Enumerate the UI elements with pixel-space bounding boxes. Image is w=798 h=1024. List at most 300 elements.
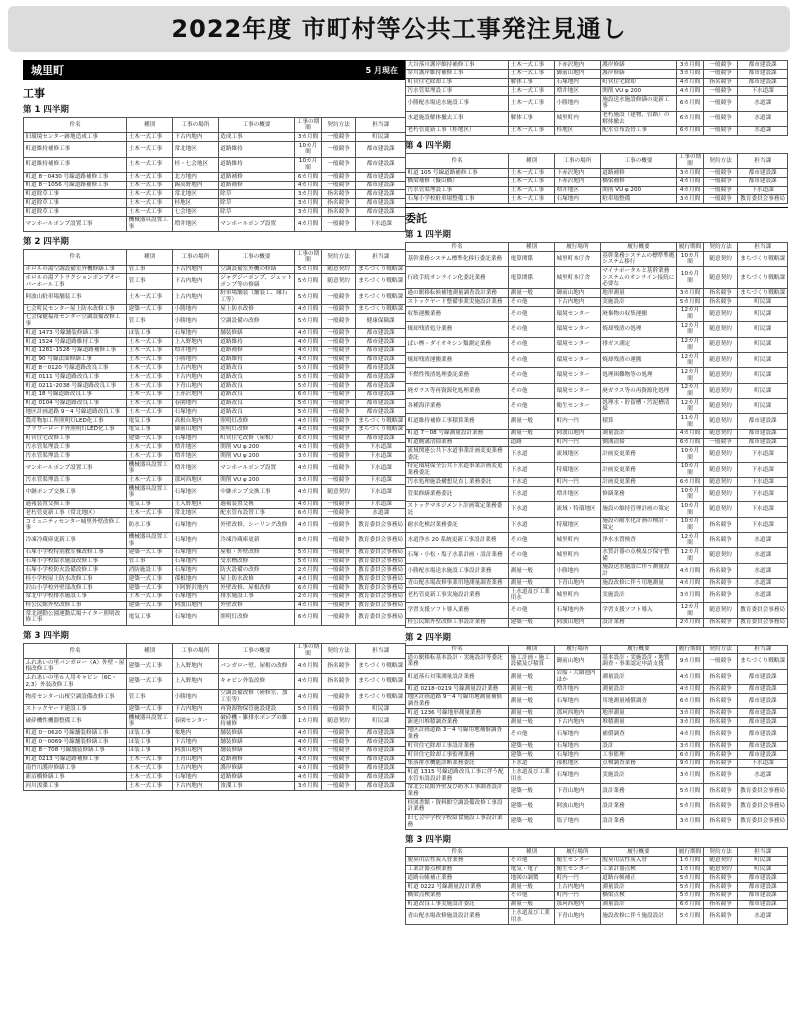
cell-type: その他 bbox=[509, 383, 555, 398]
cell-method: 一般競争 bbox=[321, 689, 355, 704]
cell-period: 3カ月間 bbox=[677, 169, 704, 178]
cell-summary: 設計業務 bbox=[600, 618, 676, 627]
cell-name: 水道施設解体撤去工事 bbox=[406, 111, 509, 126]
cell-summary: 実施設計 bbox=[600, 298, 676, 307]
cell-location: 阿波山地内 bbox=[172, 746, 218, 755]
cell-period: 4カ月間 bbox=[677, 78, 704, 87]
cell-method: 指名競争 bbox=[703, 533, 737, 548]
table-row bbox=[406, 186, 788, 195]
cell-type: 消防施設工事 bbox=[127, 566, 173, 575]
cell-type: 土木一式工事 bbox=[127, 509, 173, 518]
cell-location: 春園地内 bbox=[172, 399, 218, 408]
column-header: 種別 bbox=[509, 243, 555, 252]
cell-name: 町道 8－0430 号線道路補修工事 bbox=[24, 172, 127, 181]
cell-department: 下水道課 bbox=[738, 478, 788, 487]
cell-method: 一般競争 bbox=[321, 338, 355, 347]
cell-location: 環境センター bbox=[554, 368, 600, 383]
cell-department: 水道課 bbox=[738, 111, 788, 126]
table-row bbox=[24, 338, 406, 347]
table-row bbox=[406, 368, 788, 383]
table-row bbox=[24, 417, 406, 426]
cell-summary: 施設改修に伴う施設設計 bbox=[600, 909, 676, 924]
cell-name: 集落排水機能診断業務委託 bbox=[406, 759, 509, 768]
cell-type: 土木一式工事 bbox=[127, 142, 173, 157]
cell-location: 下古内地内 bbox=[554, 717, 600, 726]
cell-name: 石塚小学校給水施設改修工事 bbox=[24, 557, 127, 566]
cell-name: 町道 0104 号線道路改良工事 bbox=[24, 399, 127, 408]
cell-period: 4カ月間 bbox=[295, 181, 322, 190]
cell-location: 下青山地内 bbox=[554, 579, 600, 588]
table-row bbox=[24, 746, 406, 755]
column-header: 種別 bbox=[127, 118, 173, 133]
cell-department: 下水道課 bbox=[356, 485, 406, 500]
cell-summary: 排ガス測定 bbox=[600, 337, 676, 352]
cell-type: 下水道 bbox=[509, 517, 555, 532]
cell-type: その他 bbox=[509, 399, 555, 414]
cell-type: 建築一式工事 bbox=[127, 548, 173, 557]
cell-period: 2カ月間 bbox=[295, 592, 322, 601]
cell-type: ほ装工事 bbox=[127, 738, 173, 747]
cell-name: 道路台帳補正業務 bbox=[406, 874, 509, 883]
cell-name: 町道 7－08 号線測量設計業務 bbox=[406, 429, 509, 438]
cell-department: 都市建設課 bbox=[356, 390, 406, 399]
cell-name: 汚水管渠埋設工事 bbox=[24, 443, 127, 452]
cell-department: 都市建設課 bbox=[738, 726, 788, 741]
table-row bbox=[406, 502, 788, 517]
cell-location: 石塚地内 bbox=[554, 742, 600, 751]
cell-location: 那珂西地内 bbox=[554, 900, 600, 909]
cell-type: 土木一式工事 bbox=[127, 133, 173, 142]
cell-location: 石塚地内 bbox=[554, 750, 600, 759]
cell-method: 指名競争 bbox=[321, 199, 355, 208]
cell-department: 都市建設課 bbox=[738, 61, 788, 70]
cell-name: 大谷落川護岸維持補修工事 bbox=[406, 61, 509, 70]
cell-summary: 中継ポンプ交換工事 bbox=[218, 485, 294, 500]
cell-type: 機械器具設置工事 bbox=[127, 713, 173, 728]
table-row bbox=[24, 390, 406, 399]
cell-method: 随意契約 bbox=[703, 502, 737, 517]
cell-location: 上入野地内 bbox=[172, 659, 218, 674]
cell-department: まちづくり戦略課 bbox=[738, 289, 788, 298]
cell-summary: 施設送水施設に伴う測量設計 bbox=[600, 563, 676, 578]
table-row bbox=[24, 764, 406, 773]
cell-method: 一般競争 bbox=[703, 61, 737, 70]
cell-summary: マンホールポンプ設置 bbox=[218, 216, 294, 231]
cell-type: 土木一式工事 bbox=[127, 773, 173, 782]
cell-summary: 道路台帳補正 bbox=[600, 874, 676, 883]
cell-summary: 脱臭用活性炭入替 bbox=[600, 856, 676, 865]
table-row bbox=[406, 251, 788, 266]
cell-location: 特環地区 bbox=[554, 462, 600, 477]
table-row bbox=[406, 799, 788, 814]
cell-summary: 開削 VU φ 200 bbox=[218, 443, 294, 452]
cell-period: 5カ月間 bbox=[295, 313, 322, 328]
cell-summary: 基本設計・実施設計・地質調査・事業認定申請支援 bbox=[600, 654, 676, 669]
cell-location: 石塚地内外 bbox=[554, 603, 600, 618]
cell-type: 機械器具設置工事 bbox=[127, 533, 173, 548]
column-header: 担当課 bbox=[356, 250, 406, 265]
cell-department: 町民課 bbox=[738, 352, 788, 367]
cell-name: 河川浚渫工事 bbox=[24, 782, 127, 791]
cell-method: 指名競争 bbox=[703, 874, 737, 883]
cell-department: 下水道課 bbox=[738, 517, 788, 532]
cell-department: 都市建設課 bbox=[738, 717, 788, 726]
cell-method: 一般競争 bbox=[321, 557, 355, 566]
cell-period: 12カ月間 bbox=[677, 383, 704, 398]
cell-period: 5カ月間 bbox=[677, 874, 704, 883]
cell-method: 随意契約 bbox=[703, 322, 737, 337]
table-row bbox=[24, 408, 406, 417]
column-header: 担当課 bbox=[356, 643, 406, 658]
table-row bbox=[24, 142, 406, 157]
cell-type: 土木一式工事 bbox=[127, 390, 173, 399]
cell-summary: 道路補修 bbox=[218, 346, 294, 355]
cell-period: 10カ月間 bbox=[677, 462, 704, 477]
cell-name: 町道除草工事 bbox=[24, 199, 127, 208]
cell-period: 6カ月間 bbox=[677, 111, 704, 126]
cell-name: 老朽管更新工事（常北地区） bbox=[24, 509, 127, 518]
table-row bbox=[406, 768, 788, 783]
period-heading: 第 3 四半期 bbox=[405, 834, 451, 845]
cell-period: 6カ月間 bbox=[677, 126, 704, 135]
cell-department: 教育委員会事務局 bbox=[738, 783, 788, 798]
cell-summary: 焼却残渣の運搬 bbox=[600, 352, 676, 367]
cell-location: 下古内地内 bbox=[172, 265, 218, 274]
commission-table-q3 bbox=[405, 847, 788, 925]
cell-method: 一般競争 bbox=[321, 142, 355, 157]
cell-name: 過の駅移転候補地測量調査設計業務 bbox=[406, 289, 509, 298]
cell-period: 4カ月間 bbox=[295, 764, 322, 773]
cell-location: 那珂西地内 bbox=[554, 709, 600, 718]
table-row bbox=[406, 883, 788, 892]
cell-name: 旧環境センター跡地造成工事 bbox=[24, 133, 127, 142]
table-row bbox=[406, 579, 788, 588]
cell-method: 一般競争 bbox=[321, 172, 355, 181]
cell-type: その他 bbox=[509, 306, 555, 321]
table-row bbox=[24, 265, 406, 274]
cell-type: その他 bbox=[509, 368, 555, 383]
cell-name: 町道 1315 号線道路改良工事に伴う配水管布設設計業務 bbox=[406, 768, 509, 783]
cell-summary: 地形測量 bbox=[600, 289, 676, 298]
cell-name: 橋梁補修（擬山橋） bbox=[406, 177, 509, 186]
cell-department: 教育委員会事務局 bbox=[738, 618, 788, 627]
cell-name: 常北公民館外壁及び防水工事調査設計業務 bbox=[406, 783, 509, 798]
cell-summary: 処理困難物等の処理 bbox=[600, 368, 676, 383]
cell-location: 流域地区 bbox=[554, 447, 600, 462]
cell-summary: 駐車場舗装（舗装工、縁石工等） bbox=[218, 289, 294, 304]
cell-department: 水道課 bbox=[738, 768, 788, 783]
cell-type: 土木一式工事 bbox=[127, 346, 173, 355]
cell-period: 6カ月間 bbox=[295, 610, 322, 625]
cell-summary: 受水槽改修 bbox=[218, 557, 294, 566]
cell-department: 都市建設課 bbox=[356, 381, 406, 390]
cell-department: 町民課 bbox=[738, 856, 788, 865]
cell-type: 管工事 bbox=[127, 265, 173, 274]
column-header: 履行場所 bbox=[554, 243, 600, 252]
table-row bbox=[24, 190, 406, 199]
cell-department: 都市建設課 bbox=[356, 142, 406, 157]
cell-method: 随意契約 bbox=[703, 856, 737, 865]
cell-department: 町民課 bbox=[738, 337, 788, 352]
table-row bbox=[24, 755, 406, 764]
cell-period: 10カ月間 bbox=[677, 486, 704, 501]
cell-type: 管工事 bbox=[127, 313, 173, 328]
cell-method: 一般競争 bbox=[321, 373, 355, 382]
table-row bbox=[24, 674, 406, 689]
cell-period: 3カ月間 bbox=[677, 768, 704, 783]
cell-period: 4カ月間 bbox=[295, 659, 322, 674]
cell-name: ホロルの湯空調設備室外機修繕工事 bbox=[24, 265, 127, 274]
cell-summary: 駐車場整備 bbox=[600, 195, 676, 204]
cell-method: 指名競争 bbox=[703, 717, 737, 726]
period-heading: 第 1 四半期 bbox=[23, 105, 69, 115]
cell-location: 環境センター bbox=[554, 383, 600, 398]
cell-type: 解体工事 bbox=[509, 78, 555, 87]
cell-method: 一般競争 bbox=[703, 87, 737, 96]
cell-type: 土木一式工事 bbox=[127, 755, 173, 764]
cell-period: 5カ月間 bbox=[295, 265, 322, 274]
table-row bbox=[24, 452, 406, 461]
cell-summary: 測量設計 bbox=[600, 883, 676, 892]
cell-type: 機械器具設置工事 bbox=[127, 460, 173, 475]
cell-name: 常北中学校排水施設工事 bbox=[24, 592, 127, 601]
table-row bbox=[24, 208, 406, 217]
cell-department: 教育委員会事務局 bbox=[356, 601, 406, 610]
cell-summary: 開削 VU φ 200 bbox=[218, 452, 294, 461]
cell-name: 町営住宅除却工事監理業務 bbox=[406, 750, 509, 759]
cell-period: 4カ月間 bbox=[295, 773, 322, 782]
cell-department: 都市建設課 bbox=[356, 199, 406, 208]
cell-location: 下古内地内 bbox=[172, 782, 218, 791]
cell-period: 3カ月間 bbox=[677, 814, 704, 829]
cell-period: 4カ月間 bbox=[295, 417, 322, 426]
cell-summary: 橋梁補修 bbox=[600, 177, 676, 186]
cell-summary: 浚渫工事 bbox=[218, 782, 294, 791]
cell-summary: 測量設計 bbox=[600, 685, 676, 694]
cell-type: 土木一式工事 bbox=[127, 190, 173, 199]
cell-location: 町内一円 bbox=[554, 874, 600, 883]
column-header: 件名 bbox=[24, 643, 127, 658]
cell-type: ほ装工事 bbox=[127, 746, 173, 755]
cell-method: 随意契約 bbox=[703, 462, 737, 477]
cell-department: 都市建設課 bbox=[356, 355, 406, 364]
cell-name: 小勝配水場送水施設工事設計業務 bbox=[406, 563, 509, 578]
cell-location: 小勝地内 bbox=[554, 96, 600, 111]
cell-summary: 道路維持 bbox=[218, 338, 294, 347]
cell-summary: 開削 VU φ 200 bbox=[600, 186, 676, 195]
cell-department: まちづくり戦略課 bbox=[738, 267, 788, 289]
cell-name: 行政手続オンライン化委託業務 bbox=[406, 267, 509, 289]
table-row bbox=[24, 399, 406, 408]
cell-type: 下水道 bbox=[509, 462, 555, 477]
cell-name: 汚水処理施設構想見直し業務委託 bbox=[406, 478, 509, 487]
cell-summary: 外壁改修、シーリング改修 bbox=[218, 518, 294, 533]
cell-summary: 実施設計 bbox=[600, 768, 676, 783]
cell-department: 都市建設課 bbox=[738, 900, 788, 909]
table-row bbox=[406, 289, 788, 298]
cell-method: 一般競争 bbox=[321, 566, 355, 575]
cell-name: 南竹川護岸修繕工事 bbox=[24, 764, 127, 773]
cell-summary: 廃棄物の収集運搬 bbox=[600, 306, 676, 321]
cell-method: 指名競争 bbox=[703, 900, 737, 909]
cell-name: 脱臭用活性炭入替業務 bbox=[406, 856, 509, 865]
cell-department: 町民課 bbox=[738, 368, 788, 383]
cell-period: 6カ月間 bbox=[677, 438, 704, 447]
cell-type: 土木一式工事 bbox=[509, 177, 555, 186]
cell-type: 測量一般 bbox=[509, 693, 555, 708]
cell-period: 3カ月間 bbox=[677, 289, 704, 298]
cell-type: 下水道 bbox=[509, 759, 555, 768]
cell-summary: 修繕業務 bbox=[600, 486, 676, 501]
cell-period: 4カ月間 bbox=[295, 500, 322, 509]
cell-period: 5カ月間 bbox=[295, 274, 322, 289]
cell-type: 土木一式工事 bbox=[127, 355, 173, 364]
cell-period: 4カ月間 bbox=[677, 177, 704, 186]
cell-summary: 屋上防水改修 bbox=[218, 305, 294, 314]
cell-type: 電気・電子 bbox=[509, 865, 555, 874]
column-header: 件名 bbox=[406, 847, 509, 856]
cell-period: 11カ月間 bbox=[677, 414, 704, 429]
cell-period: 4カ月間 bbox=[295, 601, 322, 610]
cell-method: 指名競争 bbox=[703, 750, 737, 759]
cell-type: 測量一般 bbox=[509, 883, 555, 892]
cell-location: 流域・特環地区 bbox=[554, 502, 600, 517]
cell-location: 石塚地内 bbox=[172, 773, 218, 782]
cell-method: 一般競争 bbox=[321, 738, 355, 747]
cell-type: 測量一般 bbox=[509, 900, 555, 909]
table-row bbox=[406, 69, 788, 78]
cell-method: 一般競争 bbox=[321, 157, 355, 172]
cell-period: 5カ月間 bbox=[295, 705, 322, 714]
cell-method: 一般競争 bbox=[321, 746, 355, 755]
cell-location: 増井地区 bbox=[554, 486, 600, 501]
cell-method: 一般競争 bbox=[321, 583, 355, 592]
cell-name: 町道 0－0620 号線舗装修繕工事 bbox=[24, 729, 127, 738]
cell-type: 土木一式工事 bbox=[127, 408, 173, 417]
cell-method: 指名競争 bbox=[703, 768, 737, 783]
table-row bbox=[406, 462, 788, 477]
cell-name: ホロルの湯アトラクションポンプオーバーホール工事 bbox=[24, 274, 127, 289]
cell-name: 町道 1281･1528 号線道路補修工事 bbox=[24, 346, 127, 355]
table-row bbox=[24, 705, 406, 714]
cell-name: 町道除草工事 bbox=[24, 190, 127, 199]
table-row bbox=[24, 500, 406, 509]
cell-name: 管渠修繕業務委託 bbox=[406, 486, 509, 501]
cell-location: 阿波山地内 bbox=[172, 601, 218, 610]
cell-name: 町道維持補修工事 bbox=[24, 157, 127, 172]
column-header: 履行概要 bbox=[600, 645, 676, 654]
cell-location: 春園センター bbox=[172, 713, 218, 728]
table-row bbox=[406, 337, 788, 352]
cell-period: 6カ月間 bbox=[677, 750, 704, 759]
cell-summary: 測量設計 bbox=[600, 429, 676, 438]
cell-summary: 外壁改修、屋根改修 bbox=[218, 583, 294, 592]
cell-department: 都市建設課 bbox=[356, 746, 406, 755]
table-row bbox=[406, 709, 788, 718]
cell-method: 指名競争 bbox=[703, 799, 737, 814]
cell-location: 阿波山地内 bbox=[554, 618, 600, 627]
cell-location: 御前山地内 bbox=[172, 425, 218, 434]
cell-type: 道路 bbox=[509, 438, 555, 447]
cell-method: 一般競争 bbox=[321, 364, 355, 373]
column-header: 件名 bbox=[406, 645, 509, 654]
table-row bbox=[24, 557, 406, 566]
cell-method: 随意契約 bbox=[703, 251, 737, 266]
cell-type: 土木一式工事 bbox=[509, 195, 555, 204]
cell-name: コミュニティセンター城里外壁改修工事 bbox=[24, 518, 127, 533]
cell-method: 随意契約 bbox=[703, 478, 737, 487]
cell-location: 北方地内 bbox=[172, 172, 218, 181]
cell-name: 焼却残渣処分業務 bbox=[406, 322, 509, 337]
cell-method: 一般競争 bbox=[321, 408, 355, 417]
cell-period: 9カ月間 bbox=[677, 654, 704, 669]
cell-period: 12カ月間 bbox=[677, 368, 704, 383]
cell-period: 4カ月間 bbox=[295, 216, 322, 231]
cell-department: 水道課 bbox=[738, 548, 788, 563]
cell-location: 上古内地内 bbox=[172, 364, 218, 373]
cell-period: 5カ月間 bbox=[677, 783, 704, 798]
cell-summary: 廃ガラス等の再資源化処理 bbox=[600, 383, 676, 398]
cell-location: 小勝地内 bbox=[172, 313, 218, 328]
cell-location: 阿波山地内 bbox=[554, 799, 600, 814]
cell-summary: 道路維持 bbox=[218, 157, 294, 172]
table-row bbox=[406, 548, 788, 563]
cell-name: 過報装置交換工事 bbox=[24, 500, 127, 509]
cell-location: 孫根地内 bbox=[172, 575, 218, 584]
cell-department: 町民課 bbox=[738, 306, 788, 321]
cell-summary: 照明灯改修 bbox=[218, 417, 294, 426]
cell-summary: 学習支援ソフト導入 bbox=[600, 603, 676, 618]
table-row bbox=[24, 305, 406, 314]
cell-department: 都市建設課 bbox=[356, 408, 406, 417]
cell-name: 桂公民館外壁改修工事設計業務 bbox=[406, 618, 509, 627]
cell-department: 都市建設課 bbox=[738, 177, 788, 186]
table-header-row bbox=[406, 243, 788, 252]
table-row bbox=[406, 750, 788, 759]
cell-method: 指名競争 bbox=[703, 517, 737, 532]
cell-method: 指名競争 bbox=[321, 208, 355, 217]
cell-location: 町内一円 bbox=[554, 478, 600, 487]
cell-department: 教育委員会事務局 bbox=[738, 195, 788, 204]
table-row bbox=[24, 289, 406, 304]
table-row bbox=[406, 447, 788, 462]
cell-method: 随意契約 bbox=[703, 414, 737, 429]
cell-type: 解体工事 bbox=[509, 111, 555, 126]
cell-type: 建築一式工事 bbox=[127, 575, 173, 584]
cell-period: 5カ月間 bbox=[295, 408, 322, 417]
cell-department: 下水道課 bbox=[738, 186, 788, 195]
cell-method: 随意契約 bbox=[703, 429, 737, 438]
cell-name: 各種海洋業務 bbox=[406, 399, 509, 414]
cell-method: 指名競争 bbox=[703, 289, 737, 298]
cell-location: 城里町本庁舎 bbox=[554, 251, 600, 266]
cell-location: 御前山地内 bbox=[554, 289, 600, 298]
cell-method: 一般競争 bbox=[321, 390, 355, 399]
cell-type: その他 bbox=[509, 891, 555, 900]
cell-method: 指名競争 bbox=[703, 693, 737, 708]
cell-department: 教育委員会事務局 bbox=[738, 603, 788, 618]
table-row bbox=[24, 773, 406, 782]
cell-period: 3カ月間 bbox=[677, 709, 704, 718]
cell-method: 一般競争 bbox=[321, 216, 355, 231]
cell-location: 上青山地内 bbox=[172, 755, 218, 764]
cell-method: 一般競争 bbox=[703, 69, 737, 78]
cell-method: 一般競争 bbox=[321, 773, 355, 782]
cell-type: 建築一式工事 bbox=[127, 583, 173, 592]
table-row bbox=[24, 460, 406, 475]
cell-department: 水道課 bbox=[738, 563, 788, 578]
cell-department: 下水道課 bbox=[356, 476, 406, 485]
